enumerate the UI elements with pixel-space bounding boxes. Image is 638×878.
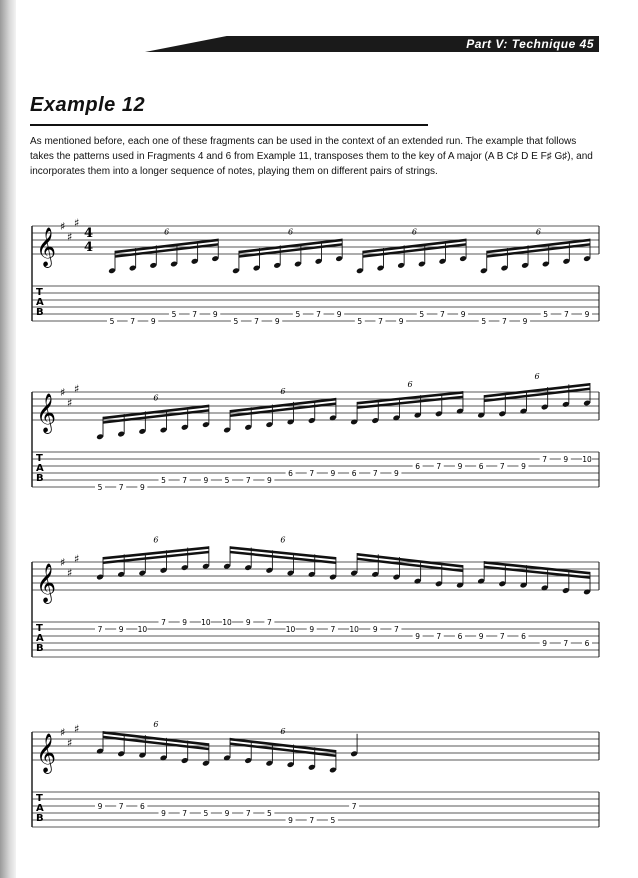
key-sharp: ♯	[60, 726, 66, 739]
tab-clef-letter: T	[36, 453, 43, 464]
tab-fret-number: 7	[245, 476, 251, 485]
tab-fret-number: 7	[499, 462, 505, 471]
tuplet-label: 6	[411, 227, 418, 237]
tab-fret-number: 7	[254, 317, 259, 326]
music-system-2	[24, 372, 604, 508]
system-4-score	[24, 718, 604, 848]
tab-fret-number: 5	[543, 310, 549, 319]
tab-fret-number: 6	[478, 462, 484, 471]
tab-fret-number: 7	[118, 483, 124, 492]
treble-clef: 𝄞	[36, 563, 57, 603]
tab-fret-number: 9	[372, 625, 378, 634]
tab-fret-number: 7	[502, 317, 507, 326]
tuplet-label: 6	[280, 535, 286, 545]
tab-fret-number: 7	[378, 317, 383, 326]
tab-clef-letter: B	[36, 643, 44, 654]
tab-clef-letter: T	[36, 793, 43, 804]
tuplet-label: 6	[153, 393, 159, 403]
tab-fret-number: 7	[192, 310, 197, 319]
tab-fret-number: 6	[139, 802, 145, 811]
tab-fret-number: 9	[398, 317, 404, 326]
tuplet-label: 6	[407, 380, 413, 390]
tab-fret-number: 9	[521, 462, 526, 471]
tab-fret-number: 7	[316, 310, 321, 319]
tab-fret-number: 7	[118, 802, 124, 811]
system-1-score	[24, 212, 604, 342]
tab-fret-number: 9	[415, 632, 420, 641]
tab-clef-letter: A	[36, 803, 44, 814]
system-2-score	[24, 372, 604, 508]
tab-fret-number: 9	[118, 625, 124, 634]
tuplet-label: 6	[153, 720, 159, 730]
tab-fret-number: 7	[499, 632, 505, 641]
tab-clef-letter: T	[36, 287, 43, 298]
music-system-3	[24, 535, 604, 678]
tab-fret-number: 5	[481, 317, 487, 326]
tab-fret-number: 9	[267, 476, 272, 485]
tab-fret-number: 9	[97, 802, 103, 811]
tab-fret-number: 5	[224, 476, 230, 485]
tab-fret-number: 9	[309, 625, 315, 634]
tab-fret-number: 10	[285, 625, 296, 634]
tab-fret-number: 9	[336, 310, 342, 319]
tab-fret-number: 9	[522, 317, 528, 326]
tab-clef-letter: B	[36, 813, 44, 824]
treble-clef: 𝄞	[36, 733, 57, 773]
tab-fret-number: 7	[542, 455, 548, 464]
tab-fret-number: 9	[245, 618, 251, 627]
title-rule	[30, 124, 428, 126]
key-sharp: ♯	[60, 386, 66, 399]
tab-fret-number: 9	[182, 618, 188, 627]
key-sharp: ♯	[67, 736, 73, 750]
tuplet-label: 6	[153, 535, 159, 545]
tuplet-label: 6	[535, 227, 541, 237]
tab-fret-number: 7	[436, 462, 442, 471]
tab-fret-number: 6	[415, 462, 420, 471]
key-sharp: ♯	[74, 722, 80, 736]
tab-clef-letter: A	[36, 463, 44, 474]
key-sharp: ♯	[67, 566, 73, 580]
tab-fret-number: 10	[349, 625, 359, 634]
tab-fret-number: 7	[351, 802, 357, 811]
tuplet-label: 6	[287, 227, 294, 237]
tab-fret-number: 7	[330, 625, 336, 634]
tab-fret-number: 6	[288, 469, 293, 478]
time-signature-digit: 4	[84, 226, 94, 242]
tuplet-label: 6	[280, 726, 286, 736]
tab-fret-number: 5	[171, 310, 177, 319]
running-head: Part V: Technique 45	[466, 37, 594, 51]
tab-fret-number: 9	[203, 476, 209, 485]
tab-fret-number: 6	[521, 632, 526, 641]
time-signature-digit: 4	[84, 240, 94, 256]
tab-fret-number: 5	[109, 317, 115, 326]
tab-fret-number: 10	[582, 455, 592, 464]
tab-fret-number: 7	[130, 317, 136, 326]
tab-fret-number: 9	[274, 317, 280, 326]
tab-fret-number: 7	[161, 618, 166, 627]
tab-fret-number: 5	[97, 483, 103, 492]
tab-fret-number: 9	[394, 469, 399, 478]
tab-fret-number: 7	[182, 809, 188, 818]
tab-fret-number: 9	[457, 462, 463, 471]
tab-fret-number: 9	[563, 455, 569, 464]
tab-fret-number: 7	[267, 618, 272, 627]
tab-clef-letter: A	[36, 297, 44, 308]
tab-fret-number: 7	[440, 310, 445, 319]
treble-clef: 𝄞	[36, 227, 57, 267]
tab-fret-number: 9	[139, 483, 145, 492]
tab-fret-number: 6	[457, 632, 463, 641]
tab-fret-number: 7	[245, 809, 251, 818]
treble-clef: 𝄞	[36, 393, 57, 433]
music-system-1	[24, 212, 604, 342]
music-system-4	[24, 718, 604, 848]
tab-fret-number: 5	[295, 310, 301, 319]
tab-fret-number: 5	[203, 809, 209, 818]
tuplet-label: 6	[164, 227, 170, 237]
key-sharp: ♯	[67, 396, 73, 410]
tab-fret-number: 7	[563, 639, 569, 648]
tab-fret-number: 5	[357, 317, 363, 326]
tab-clef-letter: B	[36, 473, 44, 484]
tab-fret-number: 5	[330, 816, 336, 825]
system-3-score	[24, 535, 604, 678]
tab-fret-number: 9	[288, 816, 293, 825]
tuplet-label: 6	[280, 386, 286, 396]
key-sharp: ♯	[74, 216, 80, 230]
intro-paragraph: As mentioned before, each one of these fragments can be used in the context of an extended run. The example that follows takes the patterns used in Fragments 4 and 6 from Example 11, transposes them to the key of A major (A B C♯ D E F♯ G♯), and incorporates them into a longer sequence of notes, playing them on different pairs of strings.	[30, 136, 593, 177]
key-sharp: ♯	[60, 220, 66, 233]
tab-fret-number: 5	[161, 476, 166, 485]
example-title: Example 12	[30, 94, 146, 116]
tab-fret-number: 5	[419, 310, 425, 319]
tab-fret-number: 9	[478, 632, 484, 641]
key-sharp: ♯	[74, 552, 80, 566]
tab-clef-letter: A	[36, 633, 44, 644]
tab-fret-number: 5	[267, 809, 272, 818]
tab-fret-number: 6	[584, 639, 590, 648]
page-binding-shadow	[0, 0, 16, 878]
tab-fret-number: 10	[137, 625, 148, 634]
tab-fret-number: 7	[563, 310, 569, 319]
key-sharp: ♯	[60, 556, 66, 569]
tab-clef-letter: B	[36, 307, 44, 318]
tab-fret-number: 9	[542, 639, 548, 648]
tab-fret-number: 7	[97, 625, 103, 634]
tab-fret-number: 6	[351, 469, 357, 478]
tab-fret-number: 9	[150, 317, 156, 326]
tab-fret-number: 7	[182, 476, 188, 485]
tab-fret-number: 9	[330, 469, 336, 478]
tab-fret-number: 9	[460, 310, 466, 319]
tab-fret-number: 10	[222, 618, 232, 627]
tab-fret-number: 10	[201, 618, 211, 627]
tab-fret-number: 7	[436, 632, 442, 641]
tab-fret-number: 9	[161, 809, 166, 818]
key-sharp: ♯	[67, 230, 73, 244]
tab-clef-letter: T	[36, 623, 43, 634]
tuplet-label: 6	[534, 372, 540, 381]
tab-fret-number: 9	[212, 310, 218, 319]
tab-fret-number: 5	[233, 317, 239, 326]
tab-fret-number: 9	[584, 310, 590, 319]
tab-fret-number: 7	[309, 816, 315, 825]
tab-fret-number: 9	[224, 809, 230, 818]
tab-fret-number: 7	[394, 625, 399, 634]
key-sharp: ♯	[74, 382, 80, 396]
tab-fret-number: 7	[372, 469, 378, 478]
tab-fret-number: 7	[309, 469, 315, 478]
